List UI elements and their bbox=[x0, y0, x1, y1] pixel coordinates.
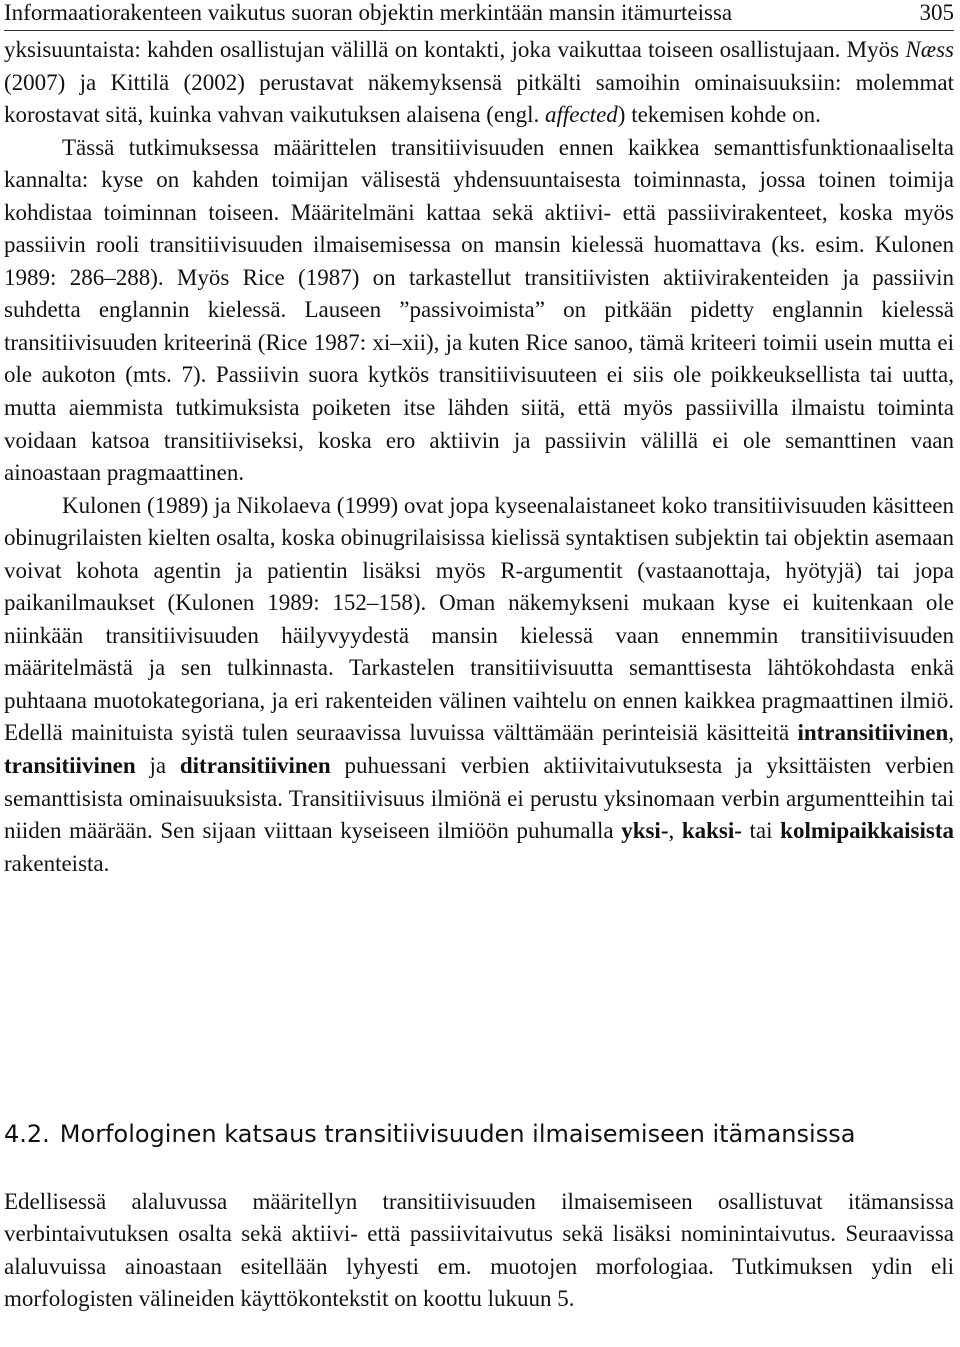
section-body bbox=[4, 1186, 954, 1316]
bold-term: kolmipaikkaisista bbox=[780, 818, 954, 844]
text-run: puhuessani verbien aktiivitaivutuksesta ja yksittäisten verbien semanttisista ominaisuuksista. Transitiivisuus ilmiönä ei perustu yksinomaan verbin argumentteihin tai niiden määrään. Sen sijaan viittaan kyseiseen ilmiöön puhumalla bbox=[4, 753, 954, 844]
paragraph-2 bbox=[4, 132, 954, 490]
section-heading bbox=[4, 1118, 954, 1150]
paragraph-3 bbox=[4, 490, 954, 881]
bold-term: yksi- bbox=[621, 818, 669, 844]
bold-term: intransitiivinen bbox=[797, 720, 949, 746]
text-run: , bbox=[668, 818, 682, 844]
text-run: ja bbox=[135, 753, 180, 779]
running-title: Informaatiorakenteen vaikutus suoran objektin merkintään mansin itämurteissa bbox=[4, 0, 733, 25]
paragraph-1 bbox=[4, 34, 954, 132]
bold-term: kaksi- bbox=[681, 818, 742, 844]
text-run: yksisuuntaista: kahden osallistujan välillä on kontakti, joka vaikuttaa toiseen osallistujaan. Myös bbox=[4, 37, 906, 62]
body-text bbox=[4, 34, 954, 880]
text-run: (2007) ja Kittilä (2002) perustavat näkemyksensä pitkälti samoihin ominaisuuksiin: molemmat korostavat sitä, kuinka vahvan vaikutuksen alaisena (engl. bbox=[4, 69, 954, 128]
bold-term: transitiivinen bbox=[4, 753, 136, 779]
italic-term: Næss bbox=[905, 37, 954, 62]
text-run: rakenteista. bbox=[4, 850, 110, 876]
text-run: , bbox=[948, 720, 954, 746]
text-run: Tässä tutkimuksessa määrittelen transitiivisuuden ennen kaikkea semanttisfunktionaaliselta kannalta: kyse on kahden toimijan välisestä yhdensuuntaisesta toiminnasta, jossa toinen toimija kohdistaa toiminnan toiseen. Määritelmäni kattaa sekä aktiivi- että passiivirakenteet, koska myös passiivin rooli transitiivisuuden ilmaisemisessa on mansin kielessä huomattava (ks. esim. Kulonen 1989: 286–288). Myös Rice (1987) on tarkastellut transitiivisten aktiivirakenteiden ja passiivin suhdetta englannin kielessä. Lauseen ”passivoimista” on pitkään pidetty englannin kielessä transitiivisuuden kriteerinä (Rice 1987: xi–xii), ja kuten Rice sanoo, tämä kriteeri toimii usein mutta ei ole aukoton (mts. 7). Passiivin suora kytkös transitiivisuuteen ei siis ole poikkeuksellista tai uutta, mutta aiemmista tutkimuksista poiketen itse lähden siitä, että myös passiivilla ilmaistu toiminta voidaan katsoa transitiiviseksi, koska ero aktiivin ja passiivin välillä ei ole semanttinen vaan ainoastaan pragmaattinen. bbox=[4, 134, 954, 486]
section-title: Morfologinen katsaus transitiivisuuden ilmaisemiseen itämansissa bbox=[59, 1120, 856, 1148]
text-run: Kulonen (1989) ja Nikolaeva (1999) ovat jopa kyseenalaistaneet koko transitiivisuuden käsitteen obinugrilaisten kielten osalta, koska obinugrilaisissa kielissä syntaktisen subjektin tai objektin asemaan voivat kohota agentin ja patientin lisäksi myös R-argumentit (vastaanottaja, hyötyjä) tai jopa paikanilmaukset (Kulonen 1989: 152–158). Oman näkemykseni mukaan kyse ei kuitenkaan ole niinkään transitiivisuuden häilyvyydestä mansin kielessä vaan ennemmin transitiivisuuden määritelmästä ja sen tulkinnasta. Tarkastelen transitiivisuutta semanttisesta lähtökohdasta enkä puhtaana muotokategoriana, ja eri rakenteiden välinen vaihtelu on ennen kaikkea pragmaattinen ilmiö. Edellä mainituista syistä tulen seuraavissa luvuissa välttämään perinteisiä käsitteitä bbox=[4, 492, 954, 746]
italic-term: affected bbox=[544, 102, 618, 128]
section-number: 4.2. bbox=[4, 1120, 50, 1148]
running-header bbox=[4, 0, 954, 31]
page-number: 305 bbox=[919, 0, 954, 25]
bold-term: ditransitiivinen bbox=[179, 753, 331, 779]
text-run: tai bbox=[741, 818, 781, 844]
paragraph-4: Edellisessä alaluvussa määritellyn transitiivisuuden ilmaisemiseen osallistuvat itämansissa verbintaivutuksen osalta sekä aktiivi- että passiivitaivutus sekä lisäksi nominintaivutus. Seuraavissa alaluvuissa ainoastaan esitellään lyhyesti em. muotojen morfologiaa. Tutkimuksen ydin eli morfologisten välineiden käyttökontekstit on koottu lukuun 5. bbox=[4, 1189, 954, 1312]
text-run: ) tekemisen kohde on. bbox=[617, 102, 821, 128]
